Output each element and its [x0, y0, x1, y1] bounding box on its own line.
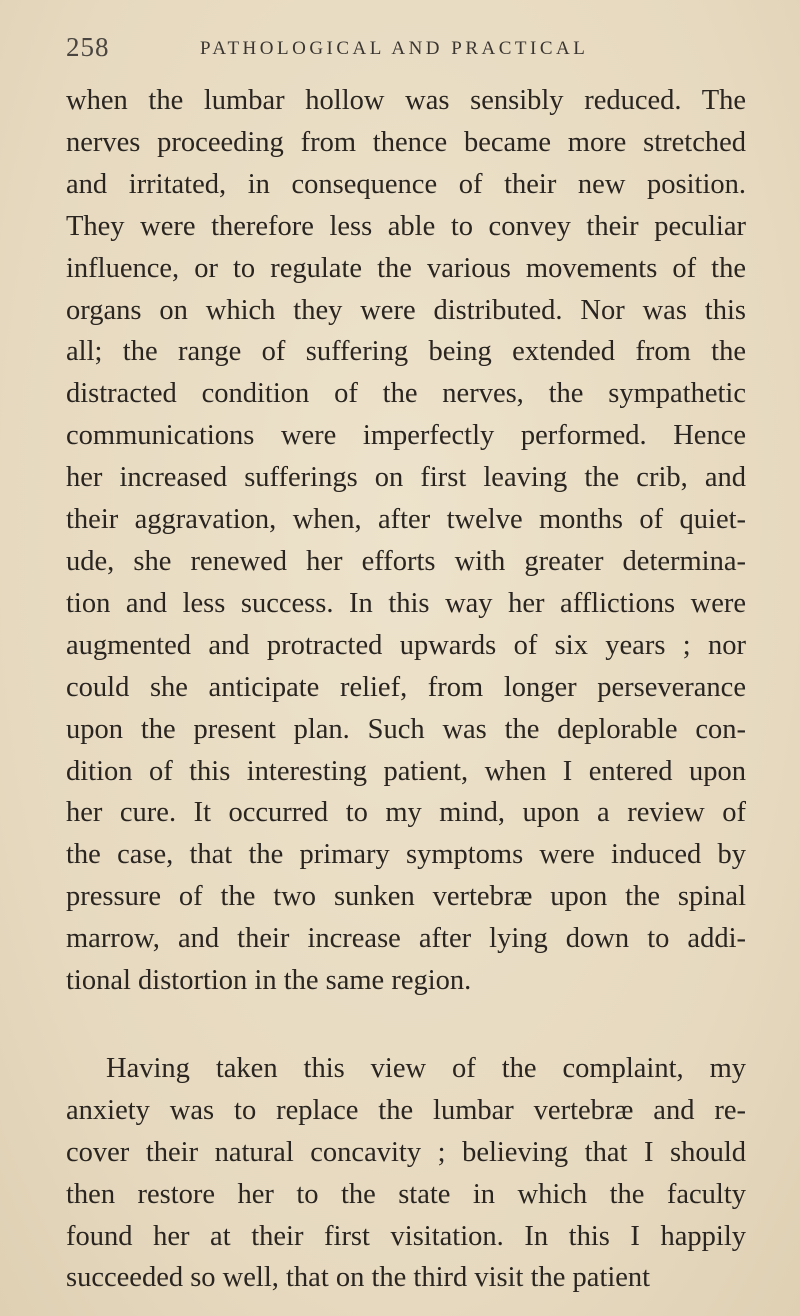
text-line: pressure of the two sunken vertebræ upon the spinal [66, 881, 746, 913]
text-line: cover their natural concavity ; believing that I should [66, 1136, 746, 1168]
text-line: dition of this interesting patient, when I entered upon [66, 755, 746, 787]
text-line: could she anticipate relief, from longer perseverance [66, 671, 746, 703]
text-line: tional distortion in the same region. [66, 965, 472, 997]
text-line: distracted condition of the nerves, the sympathetic [66, 378, 746, 410]
text-line: and irritated, in consequence of their new position. [66, 168, 746, 200]
text-line: her increased sufferings on first leaving the crib, and [66, 462, 746, 494]
text-line: ude, she renewed her efforts with greater determina- [66, 545, 746, 577]
text-line: their aggravation, when, after twelve months of quiet- [66, 504, 746, 536]
text-line: nerves proceeding from thence became more stretched [66, 126, 746, 158]
paragraph-1 [66, 80, 746, 1002]
text-line: They were therefore less able to convey their peculiar [66, 210, 746, 242]
text-line: organs on which they were distributed. Nor was this [66, 294, 746, 326]
text-line: the case, that the primary symptoms were induced by [66, 839, 746, 871]
text-line: tion and less success. In this way her afflictions were [66, 587, 746, 619]
text-line: then restore her to the state in which the faculty [66, 1178, 746, 1210]
paragraph-2 [66, 1048, 746, 1299]
text-line: her cure. It occurred to my mind, upon a review of [66, 797, 746, 829]
running-head: PATHOLOGICAL AND PRACTICAL [200, 38, 589, 59]
text-line: upon the present plan. Such was the deplorable con- [66, 713, 746, 745]
text-line: augmented and protracted upwards of six years ; nor [66, 629, 746, 661]
text-line: anxiety was to replace the lumbar vertebræ and re- [66, 1094, 746, 1126]
text-line: communications were imperfectly performed. Hence [66, 420, 746, 452]
text-line: Having taken this view of the complaint, my [106, 1052, 746, 1084]
text-line: all; the range of suffering being extended from the [66, 336, 746, 368]
text-line: influence, or to regulate the various movements of the [66, 252, 746, 284]
page-number: 258 [66, 32, 110, 62]
body-text [66, 80, 746, 1299]
text-line: found her at their first visitation. In this I happily [66, 1220, 746, 1252]
text-line: succeeded so well, that on the third visit the patient [66, 1262, 651, 1294]
text-line: marrow, and their increase after lying down to addi- [66, 923, 746, 955]
page-header [66, 32, 760, 62]
text-line: when the lumbar hollow was sensibly reduced. The [66, 85, 746, 116]
